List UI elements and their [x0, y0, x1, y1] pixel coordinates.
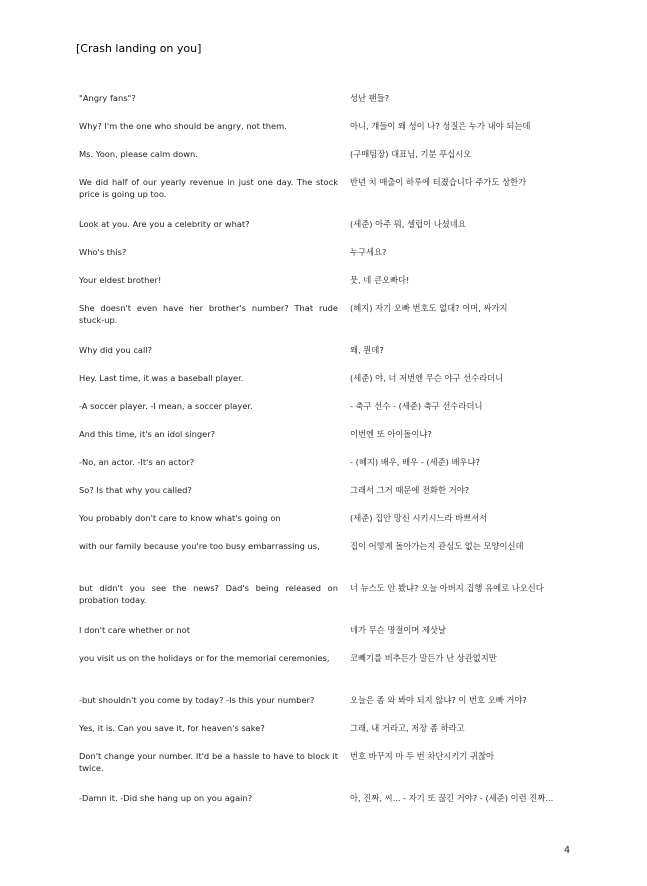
korean-line: - (혜지) 배우, 배우 - (세준) 배우냐? — [350, 457, 480, 467]
subtitle-row — [79, 652, 614, 694]
english-line: Ms. Yoon, please calm down. — [79, 149, 198, 159]
subtitle-row — [79, 246, 614, 274]
korean-line: (구매팀장) 대표님, 기분 푸십시오 — [350, 149, 472, 159]
english-line: -Damn it. -Did she hang up on you again? — [79, 793, 253, 803]
english-line: Don't change your number. It'd be a hassle to have to block it twice. — [79, 751, 338, 773]
subtitle-row — [79, 694, 614, 722]
korean-line: 집이 어떻게 돌아가는지 관심도 없는 모양이신데 — [350, 541, 524, 551]
subtitle-row — [79, 148, 614, 176]
english-line: I don't care whether or not — [79, 625, 190, 635]
english-line: Hey. Last time, it was a baseball player. — [79, 373, 244, 383]
korean-line: (세준) 아주 뭐, 셀럽이 나셨네요 — [350, 219, 466, 229]
subtitle-row — [79, 750, 614, 792]
english-line: Why did you call? — [79, 345, 153, 355]
subtitle-row — [79, 456, 614, 484]
english-line: -but shouldn't you come by today? -Is this your number? — [79, 695, 315, 705]
english-line: with our family because you're too busy embarrassing us, — [79, 541, 320, 551]
english-line: We did half of our yearly revenue in just one day. The stock price is going up too. — [79, 177, 338, 199]
document-title: [Crash landing on you] — [76, 42, 202, 55]
english-line: You probably don't care to know what's going on — [79, 513, 281, 523]
korean-line: (혜지) 자기 오빠 번호도 없대? 어머, 싸가지 — [350, 303, 508, 313]
subtitle-row — [79, 120, 614, 148]
korean-line: 번호 바꾸지 마 두 번 차단시키기 귀찮아 — [350, 751, 495, 761]
english-line: Who's this? — [79, 247, 127, 257]
english-line: you visit us on the holidays or for the memorial ceremonies, — [79, 653, 330, 663]
korean-line: 그래, 내 거라고, 저장 좀 하라고 — [350, 723, 465, 733]
subtitle-row — [79, 540, 614, 582]
subtitle-row — [79, 218, 614, 246]
korean-line: 이번엔 또 아이돌이냐? — [350, 429, 432, 439]
subtitle-row — [79, 400, 614, 428]
subtitle-row — [79, 302, 614, 344]
subtitle-row — [79, 722, 614, 750]
korean-line: (세준) 집안 망신 시키시느라 바쁘셔서 — [350, 513, 488, 523]
korean-line: 오늘은 좀 와 봐야 되지 않냐? 이 번호 오빠 거야? — [350, 695, 527, 705]
korean-line: 성난 팬들? — [350, 93, 390, 103]
subtitle-row — [79, 582, 614, 624]
english-line: but didn't you see the news? Dad's being released on probation today. — [79, 583, 338, 605]
korean-line: 아, 진짜, 씨... - 자기 또 끊긴 거야? - (세준) 이런 진짜... — [350, 793, 554, 803]
subtitle-row — [79, 428, 614, 456]
korean-line: 코빼기를 비추든가 말든가 난 상관없지만 — [350, 653, 497, 663]
english-line: Yes, it is. Can you save it, for heaven's sake? — [79, 723, 265, 733]
subtitle-row — [79, 792, 614, 834]
korean-line: (세준) 야, 너 저번엔 무슨 야구 선수라더니 — [350, 373, 504, 383]
english-line: -No, an actor. -It's an actor? — [79, 457, 195, 467]
page-number: 4 — [564, 845, 571, 856]
subtitle-row — [79, 484, 614, 512]
korean-line: 반년 치 매출이 하루에 터졌습니다 주가도 상한가 — [350, 177, 527, 187]
subtitle-row — [79, 274, 614, 302]
subtitle-row — [79, 512, 614, 540]
korean-line: 왜, 뭔데? — [350, 345, 384, 355]
korean-line: 그래서 그거 때문에 전화한 거야? — [350, 485, 470, 495]
english-line: -A soccer player. -I mean, a soccer player. — [79, 401, 253, 411]
english-line: Look at you. Are you a celebrity or what? — [79, 219, 250, 229]
english-line: She doesn't even have her brother's number? That rude stuck-up. — [79, 303, 338, 325]
english-line: Your eldest brother! — [79, 275, 162, 285]
subtitle-table — [79, 92, 614, 834]
english-line: Why? I'm the one who should be angry, not them. — [79, 121, 287, 131]
subtitle-row — [79, 372, 614, 400]
korean-line: 아니, 걔들이 왜 성이 나? 성질은 누가 내야 되는데 — [350, 121, 531, 131]
subtitle-row — [79, 176, 614, 218]
korean-line: 누구세요? — [350, 247, 387, 257]
subtitle-row — [79, 624, 614, 652]
subtitle-row — [79, 92, 614, 120]
korean-line: 뭇, 네 큰오빠다! — [350, 275, 410, 285]
korean-line: 네가 무슨 명절이며 제삿날 — [350, 625, 447, 635]
english-line: So? Is that why you called? — [79, 485, 192, 495]
korean-line: 너 뉴스도 안 봤냐? 오늘 아버지 집행 유예로 나오신다 — [350, 583, 544, 593]
korean-line: - 축구 선수 - (세준) 축구 선수라더니 — [350, 401, 483, 411]
english-line: "Angry fans"? — [79, 93, 136, 103]
english-line: And this time, it's an idol singer? — [79, 429, 216, 439]
subtitle-row — [79, 344, 614, 372]
